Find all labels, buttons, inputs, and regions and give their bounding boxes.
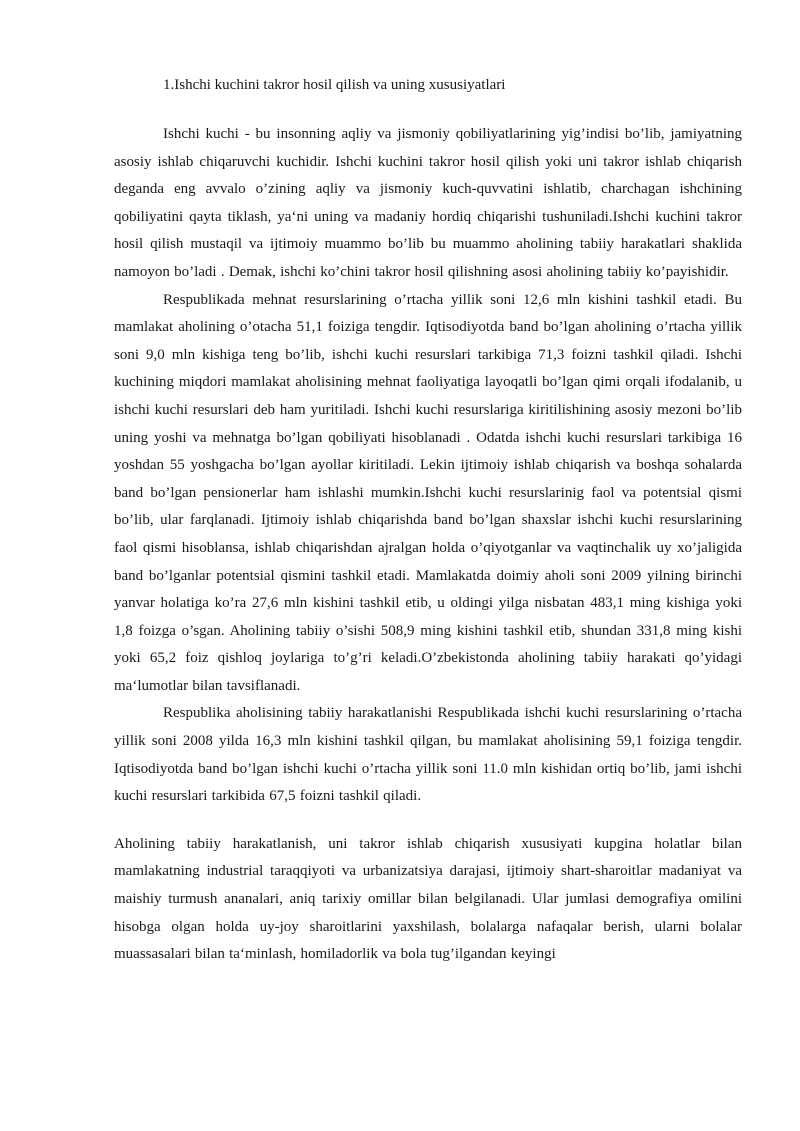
paragraph-2: Respublikada mehnat resurslarining o’rtacha yillik soni 12,6 mln kishini tashkil etadi. Bu mamlakat aholining o’otacha 51,1 foiziga tengdir. Iqtisodiyotda band bo’lgan aholining o’rtacha yillik soni 9,0 mln kishiga teng bo’lib, ishchi kuchi resurslari tarkibiga 71,3 foizni tashkil qiladi. Ishchi kuchining miqdori mamlakat aholisining mehnat faoliyatiga layoqatli bo’lgan qimi orqali ifodalanib, u ishchi kuchi resurslari deb ham yuritiladi. Ishchi kuchi resurslariga kiritilishining asosiy mezoni bo’lib uning yoshi va mehnatga bo’lgan qobiliyati hisoblanadi . Odatda ishchi kuchi resurslari tarkibiga 16 yoshdan 55 yoshgacha bo’lgan ayollar kiritiladi. Lekin ijtimoiy ishlab chiqarish va boshqa sohalarda band bo’lgan pensionerlar ham ishlashi mumkin.Ishchi kuchi resurslarinig faol va potentsial qismi bo’lib, ular farqlanadi. Ijtimoiy ishlab chiqarishda band bo’lgan shaxslar ishchi kuchi resurslarining faol qismi hisoblansa, ishlab chiqarishdan ajralgan holda o’qiyotganlar va vaqtinchalik uy xo’jaligida band bo’lganlar potentsial qismini tashkil etadi. Mamlakatda doimiy aholi soni 2009 yilning birinchi yanvar holatiga ko’ra 27,6 mln kishini tashkil etib, u oldingi yilga nisbatan 483,1 ming kishiga yoki 1,8 foizga o’sgan. Aholining tabiiy o’sishi 508,9 ming kishini tashkil etib, shundan 331,8 ming kishi yoki 65,2 foiz qishloq joylariga to’g’ri keladi.O’zbekistonda aholining tabiiy harakati qo’yidagi ma‘lumotlar bilan tavsiflanadi. <box>114 291 742 694</box>
paragraph-gap <box>114 811 742 831</box>
section-heading: 1.Ishchi kuchini takror hosil qilish va uning xususiyatlari <box>163 77 506 93</box>
paragraph-1: Ishchi kuchi - bu insonning aqliy va jismoniy qobiliyatlarining yig’indisi bo’lib, jamiyatning asosiy ishlab chiqaruvchi kuchidir. Ishchi kuchini takror hosil qilish yoki uni takror ishlab chiqarish deganda eng avvalo o’zining aqliy va jismoniy kuch-quvvatini ishlatib, charchagan ishchining qobiliyatini qayta tiklash, ya‘ni uning va madaniy hordiq chiqarishi tushuniladi.Ishchi kuchini takror hosil qilish mustaqil va ijtimoiy muammo bo’lib bu muammo aholining tabiiy harakatlari shaklida namoyon bo’ladi . Demak, ishchi ko’chini takror hosil qilishning asosi aholining tabiiy ko’payishidir. <box>114 126 742 280</box>
document-page <box>114 74 742 969</box>
paragraph-3: Respublika aholisining tabiiy harakatlanishi Respublikada ishchi kuchi resurslarining o’rtacha yillik soni 2008 yilda 16,3 mln kishini tashkil qilgan, bu mamlakat aholisining 59,1 foiziga tengdir. Iqtisodiyotda band bo’lgan ishchi kuchi o’rtacha yillik soni 11.0 mln kishidan ortiq bo’lib, jami ishchi kuchi resurslari tarkibida 67,5 foizni tashkil qiladi. <box>114 705 742 805</box>
paragraph-4: Aholining tabiiy harakatlanish, uni takror ishlab chiqarish xususiyati kupgina holatlar bilan mamlakatning industrial taraqqiyoti va urbanizatsiya darajasi, ijtimoiy shart-sharoitlar madaniyat va maishiy turmush ananalari, aniq tarixiy omillar bilan belgilanadi. Ular jumlasi demografiya omilini hisobga olgan holda uy-joy sharoitlarini yaxshilash, bolalarga nafaqalar berish, ularni bolalar muassasalari bilan ta‘minlash, homiladorlik va bola tug’ilgandan keyingi <box>114 835 742 963</box>
